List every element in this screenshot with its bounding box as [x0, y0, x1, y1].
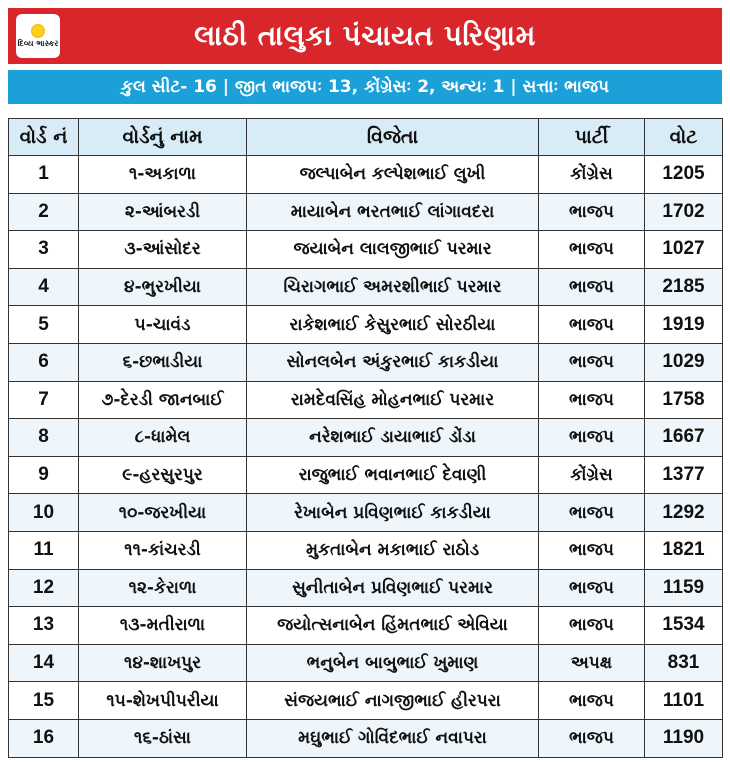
- table-row: [9, 644, 723, 682]
- party-cell: ભાજપ: [539, 607, 645, 645]
- table-row: [9, 456, 723, 494]
- votes-cell: 1190: [645, 719, 723, 757]
- table-row: [9, 231, 723, 269]
- party-cell: ભાજપ: [539, 719, 645, 757]
- winner-cell: ચિરાગભાઈ અમરશીભાઈ પરમાર: [247, 268, 539, 306]
- votes-cell: 1101: [645, 682, 723, 720]
- ward-number-cell: 7: [9, 381, 79, 419]
- ward-name-cell: ૧૬-ઠાંસા: [79, 719, 247, 757]
- votes-cell: 1702: [645, 193, 723, 231]
- winner-cell: ભનુબેન બાબુભાઈ ખુમાણ: [247, 644, 539, 682]
- ward-number-cell: 4: [9, 268, 79, 306]
- logo-text: દિવ્ય ભાસ્કર: [17, 39, 59, 48]
- winner-cell: સોનલબેન અંકુરભાઈ કાકડીયા: [247, 343, 539, 381]
- ward-name-cell: ૧૩-મતીરાળા: [79, 607, 247, 645]
- table-row: [9, 268, 723, 306]
- winner-cell: સંજયભાઈ નાગજીભાઈ હીરપરા: [247, 682, 539, 720]
- table-row: [9, 682, 723, 720]
- sun-icon: [31, 24, 45, 38]
- ward-name-cell: ૫-ચાવંડ: [79, 306, 247, 344]
- table-header-row: [9, 119, 723, 156]
- winner-cell: રેખાબેન પ્રવિણભાઈ કાકડીયા: [247, 494, 539, 532]
- col-header-votes: વોટ: [645, 119, 723, 156]
- ward-name-cell: ૨-આંબરડી: [79, 193, 247, 231]
- votes-cell: 1205: [645, 156, 723, 194]
- winner-cell: રામદેવસિંહ મોહનભાઈ પરમાર: [247, 381, 539, 419]
- winner-cell: રાજુભાઈ ભવાનભાઈ દેવાણી: [247, 456, 539, 494]
- page-title: લાઠી તાલુકા પંચાયત પરિણામ: [194, 19, 536, 52]
- party-cell: અપક્ષ: [539, 644, 645, 682]
- votes-cell: 1667: [645, 419, 723, 457]
- ward-number-cell: 14: [9, 644, 79, 682]
- votes-cell: 1029: [645, 343, 723, 381]
- ward-name-cell: ૩-આંસોદર: [79, 231, 247, 269]
- results-table: [8, 118, 723, 758]
- ward-number-cell: 10: [9, 494, 79, 532]
- ward-number-cell: 12: [9, 569, 79, 607]
- table-row: [9, 494, 723, 532]
- winner-cell: જયોત્સનાબેન હિંમતભાઈ એવિયા: [247, 607, 539, 645]
- votes-cell: 1821: [645, 531, 723, 569]
- party-cell: ભાજપ: [539, 343, 645, 381]
- winner-cell: જલ્પાબેન કલ્પેશભાઈ લુખી: [247, 156, 539, 194]
- winner-cell: રાકેશભાઈ કેસુરભાઈ સોરઠીયા: [247, 306, 539, 344]
- party-cell: કોંગ્રેસ: [539, 456, 645, 494]
- table-row: [9, 193, 723, 231]
- party-cell: ભાજપ: [539, 682, 645, 720]
- ward-name-cell: ૪-ભુરખીયા: [79, 268, 247, 306]
- winner-cell: જયાબેન લાલજીભાઈ પરમાર: [247, 231, 539, 269]
- party-cell: ભાજપ: [539, 268, 645, 306]
- ward-number-cell: 2: [9, 193, 79, 231]
- votes-cell: 831: [645, 644, 723, 682]
- winner-cell: મુકતાબેન મકાભાઈ રાઠોડ: [247, 531, 539, 569]
- ward-number-cell: 15: [9, 682, 79, 720]
- ward-number-cell: 13: [9, 607, 79, 645]
- ward-number-cell: 5: [9, 306, 79, 344]
- col-header-winner: વિજેતા: [247, 119, 539, 156]
- votes-cell: 1377: [645, 456, 723, 494]
- col-header-ward-name: વોર્ડનું નામ: [79, 119, 247, 156]
- ward-name-cell: ૧૨-કેરાળા: [79, 569, 247, 607]
- party-cell: ભાજપ: [539, 531, 645, 569]
- ward-number-cell: 16: [9, 719, 79, 757]
- votes-cell: 1758: [645, 381, 723, 419]
- winner-cell: માયાબેન ભરતભાઈ લાંગાવદરા: [247, 193, 539, 231]
- col-header-party: પાર્ટી: [539, 119, 645, 156]
- ward-number-cell: 8: [9, 419, 79, 457]
- ward-name-cell: ૯-હરસુરપુર: [79, 456, 247, 494]
- winner-cell: નરેશભાઈ ડાયાભાઈ ડોંડા: [247, 419, 539, 457]
- ward-name-cell: ૧૧-કાંચરડી: [79, 531, 247, 569]
- party-cell: ભાજપ: [539, 419, 645, 457]
- party-cell: ભાજપ: [539, 193, 645, 231]
- table-row: [9, 381, 723, 419]
- ward-name-cell: ૭-દેરડી જાનબાઈ: [79, 381, 247, 419]
- ward-number-cell: 1: [9, 156, 79, 194]
- party-cell: કોંગ્રેસ: [539, 156, 645, 194]
- ward-name-cell: ૮-ધામેલ: [79, 419, 247, 457]
- table-row: [9, 306, 723, 344]
- summary-bar: [8, 70, 722, 104]
- ward-name-cell: ૧૦-જરખીયા: [79, 494, 247, 532]
- table-row: [9, 531, 723, 569]
- votes-cell: 2185: [645, 268, 723, 306]
- votes-cell: 1027: [645, 231, 723, 269]
- ward-number-cell: 9: [9, 456, 79, 494]
- ward-name-cell: ૧૪-શાખપુર: [79, 644, 247, 682]
- party-cell: ભાજપ: [539, 231, 645, 269]
- table-row: [9, 607, 723, 645]
- winner-cell: મઘુભાઈ ગોવિંદભાઈ નવાપરા: [247, 719, 539, 757]
- winner-cell: સુનીતાબેન પ્રવિણભાઈ પરમાર: [247, 569, 539, 607]
- table-row: [9, 156, 723, 194]
- party-cell: ભાજપ: [539, 306, 645, 344]
- table-row: [9, 419, 723, 457]
- ward-name-cell: ૬-છભાડીયા: [79, 343, 247, 381]
- ward-name-cell: ૧-અકાળા: [79, 156, 247, 194]
- votes-cell: 1159: [645, 569, 723, 607]
- ward-number-cell: 6: [9, 343, 79, 381]
- ward-number-cell: 11: [9, 531, 79, 569]
- party-cell: ભાજપ: [539, 381, 645, 419]
- table-row: [9, 569, 723, 607]
- votes-cell: 1919: [645, 306, 723, 344]
- divya-bhaskar-logo: [16, 14, 60, 58]
- party-cell: ભાજપ: [539, 494, 645, 532]
- ward-name-cell: ૧૫-શેખપીપરીયા: [79, 682, 247, 720]
- summary-text: કુલ સીટ- 16 | જીત ભાજપઃ 13, કોંગ્રેસઃ 2, અન્યઃ 1 | સત્તાઃ ભાજપ: [120, 77, 610, 97]
- party-cell: ભાજપ: [539, 569, 645, 607]
- votes-cell: 1292: [645, 494, 723, 532]
- ward-number-cell: 3: [9, 231, 79, 269]
- header-banner: [8, 8, 722, 64]
- table-row: [9, 343, 723, 381]
- votes-cell: 1534: [645, 607, 723, 645]
- col-header-ward-no: વોર્ડ નં: [9, 119, 79, 156]
- table-row: [9, 719, 723, 757]
